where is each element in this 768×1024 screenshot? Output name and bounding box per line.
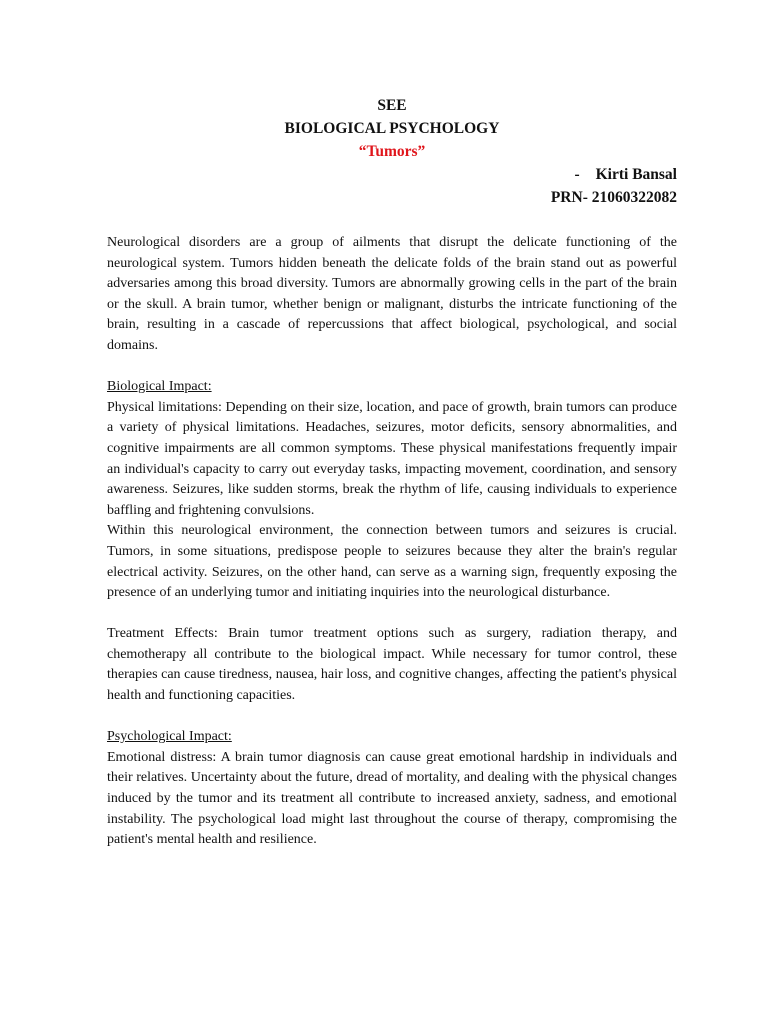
author-dash: - — [574, 166, 580, 183]
intro-paragraph: Neurological disorders are a group of ailments that disrupt the delicate functioning of the neurological system. Tumors hidden beneath the delicate folds of the brain stand out as powerful adversaries among this broad diversity. Tumors are abnormally growing cells in the part of the brain or the skull. A brain tumor, whether benign or malignant, disturbs the intricate functioning of the brain, resulting in a cascade of repercussions that affect biological, psychological, and social domains. — [107, 235, 677, 353]
paragraph-gap — [107, 707, 677, 728]
author-name: Kirti Bansal — [595, 166, 677, 183]
psychological-impact-heading: Psychological Impact: — [107, 729, 232, 745]
tumors-seizures-paragraph: Within this neurological environment, the connection between tumors and seizures is crucial. Tumors, in some situations, predispose people to seizures because they alter the brain's regular electrical activity. Seizures, on the other hand, can serve as a warning sign, frequently exposing the presence of an underlying tumor and initiating inquiries into the neurological disturbance. — [107, 523, 677, 601]
biological-impact-heading: Biological Impact: — [107, 379, 212, 395]
document-header — [107, 94, 677, 163]
author-block — [107, 163, 677, 209]
treatment-effects-paragraph: Treatment Effects: Brain tumor treatment options such as surgery, radiation therapy, and chemotherapy all contribute to the biological impact. While necessary for tumor control, these therapies can cause tiredness, nausea, hair loss, and cognitive changes, affecting the patient's physical health and functioning capacities. — [107, 626, 677, 704]
paragraph-gap — [107, 357, 677, 378]
subject-title: BIOLOGICAL PSYCHOLOGY — [284, 120, 500, 137]
author-line — [107, 163, 677, 186]
author-prn: PRN- 21060322082 — [550, 189, 677, 206]
physical-limitations-paragraph: Physical limitations: Depending on their size, location, and pace of growth, brain tumors can produce a variety of physical limitations. Headaches, seizures, motor deficits, sensory abnormalities, and cognitive impairments are all common symptoms. These physical manifestations frequently impair an individual's capacity to carry out everyday tasks, impacting movement, coordination, and sensory awareness. Seizures, like sudden storms, break the rhythm of life, causing individuals to experience baffling and frightening convulsions. — [107, 399, 677, 518]
document-body — [107, 233, 677, 851]
emotional-distress-paragraph: Emotional distress: A brain tumor diagnosis can cause great emotional hardship in individuals and their relatives. Uncertainty about the future, dread of mortality, and dealing with the physical changes induced by the tumor and its treatment all contribute to increased anxiety, sadness, and emotional instability. The psychological load might last throughout the course of therapy, compromising the patient's mental health and resilience. — [107, 749, 677, 848]
topic-title: “Tumors” — [358, 143, 426, 160]
exam-title: SEE — [377, 97, 407, 114]
paragraph-gap — [107, 604, 677, 625]
